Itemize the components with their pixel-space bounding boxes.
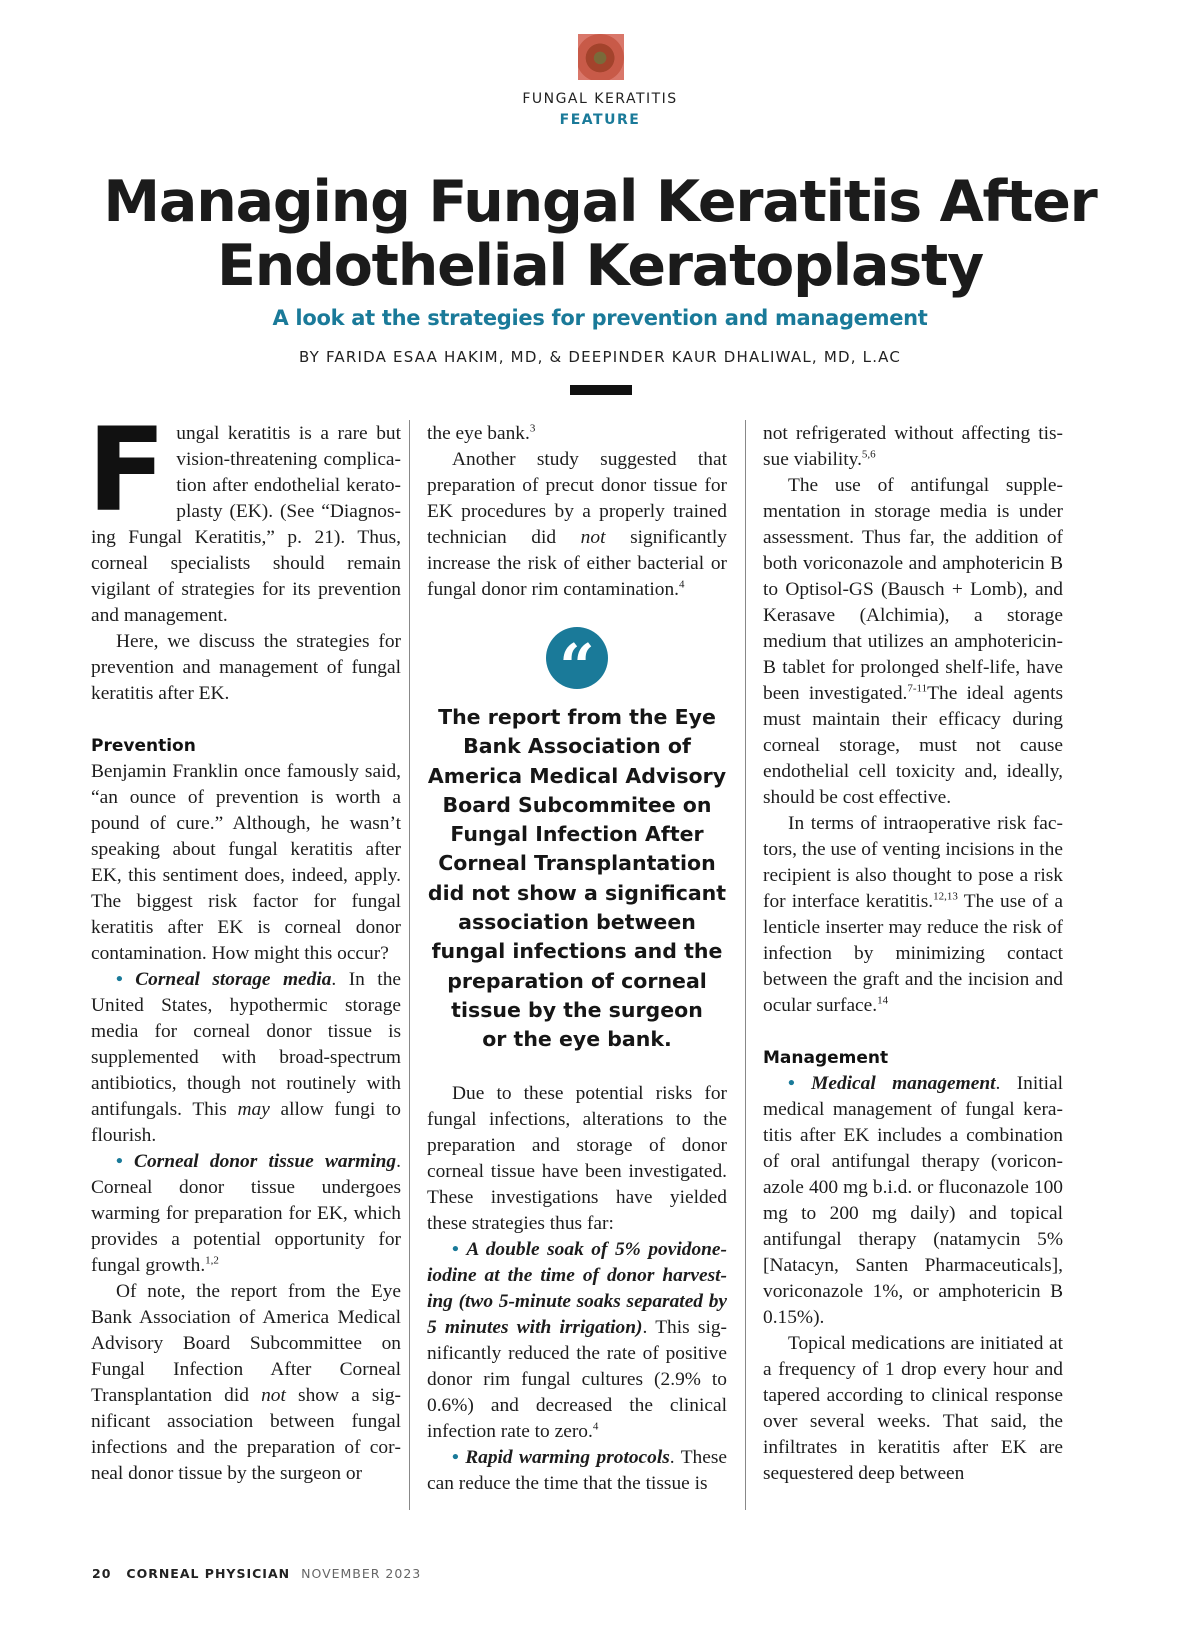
prevention-heading: Prevention	[91, 736, 196, 756]
column-2	[427, 421, 727, 1497]
page-footer	[92, 1566, 421, 1581]
byline: BY FARIDA ESAA HAKIM, MD, & DEEPINDER KAUR DHALIWAL, MD, L.AC	[298, 348, 902, 366]
bullet-icon: •	[788, 1073, 795, 1094]
column-1	[87, 403, 401, 1487]
column-divider-2	[745, 420, 746, 1510]
bullet-icon: •	[452, 1238, 459, 1260]
paragraph: Of note, the report from the Eye Bank Association of America Medical Advisory Board Subcommittee on Fungal Infection After Corneal Transplantation did not show a significant association between fungal infections and the preparation of corneal donor tissue by the surgeon or	[91, 1281, 401, 1484]
paragraph: Due to these potential risks for fungal infections, alterations to the preparation and storage of donor corneal tissue have been investigated. These investigations have yielded these strategies thus far:	[427, 1082, 727, 1234]
column-divider-1	[409, 420, 410, 1510]
paragraph: the eye bank.$^3$	[427, 422, 536, 444]
title-divider	[570, 385, 632, 395]
bullet-icon: •	[452, 1446, 459, 1468]
article-subtitle: A look at the strategies for prevention and management	[272, 306, 928, 330]
management-heading: Management	[763, 1048, 889, 1068]
bullet-item: • Corneal storage media. In the United States, hypothermic storage media for corneal donor tissue is supplemented with broad-spectrum antibiotics, though not routinely with antifungals. This may allow fungi to flourish.	[91, 969, 401, 1146]
bullet-item: • Rapid warming protocols. These can reduce the time that the tissue is	[427, 1446, 727, 1494]
issue-date: NOVEMBER 2023	[301, 1566, 422, 1581]
bullet-item: • A double soak of 5% povidone-iodine at the time of donor harvesting (two 5-minute soaks separated by 5 minutes with irrigation). This significantly reduced the rate of positive donor rim fungal cultures (2.9% to 0.6%) and decreased the clinical infection rate to zero.$^4$	[427, 1238, 727, 1442]
magazine-name: CORNEAL PHYSICIAN	[126, 1566, 291, 1581]
paragraph: In terms of intraoperative risk factors, the use of venting incisions in the recipient is also thought to pose a risk for interface keratitis.$^{12,13}$ The use of a lenticle inserter may reduce the risk of infection by minimizing contact between the graft and the incision and ocular surface.$^{14}$	[763, 813, 1064, 1016]
column-3	[763, 421, 1063, 1487]
title-line-2: Endothelial Keratoplasty	[216, 233, 984, 299]
section-label: FUNGAL KERATITIS	[522, 91, 678, 107]
bullet-item: • Medical management. Initial medical management of fungal keratitis after EK includes a combination of oral antifungal therapy (voriconazole 400 mg b.i.d. or fluconazole 100 mg to 200 mg daily) and topical antifungal therapy (natamycin 5% [Natacyn, Santen Pharmaceuticals], voriconazole 1%, or amphotericin B 0.15%).	[763, 1073, 1063, 1328]
page-number: 20	[92, 1566, 112, 1581]
eye-photo-thumbnail	[578, 34, 624, 80]
dropcap: F	[87, 403, 167, 538]
quote-icon: “	[546, 627, 608, 689]
paragraph: not refrigerated without affecting tissue viability.$^{5,6}$	[763, 423, 1063, 470]
bullet-item: • Corneal donor tissue warming. Corneal donor tissue undergoes warming for preparation for EK, which provides a potential opportunity for fungal growth.$^{1,2}$	[91, 1151, 401, 1276]
paragraph: Topical medications are initiated at a frequency of 1 drop every hour and tapered according to clinical response over several weeks. That said, the infiltrates in keratitis after EK are sequestered deep between	[763, 1333, 1063, 1484]
bullet-icon: •	[116, 969, 123, 990]
paragraph: Here, we discuss the strategies for prevention and management of fungal keratitis after EK.	[91, 631, 401, 704]
pull-quote: The report from the Eye Bank Association of America Medical Advisory Board Subcommitee on Fungal Infection After Corneal Transplantation did not show a significant association between fungal infections and the preparation of corneal tissue by the surgeon or the eye bank.	[427, 705, 727, 1052]
title-line-1: Managing Fungal Keratitis After	[103, 169, 1097, 235]
paragraph: The use of antifungal supplementation in storage media is under assessment. Thus far, the addition of both voriconazole and amphotericin B to Optisol-GS (Bausch + Lomb), and Kerasave (Alchimia), a storage medium that utilizes an amphotericin-B tablet for prolonged shelf-life, have been investigated.$^{7-11}$The ideal agents must maintain their efficacy during corneal storage, must not cause endothelial cell toxicity and, ideally, should be cost effective.	[763, 475, 1063, 808]
paragraph: Benjamin Franklin once famously said, “an ounce of prevention is worth a pound of cure.” Although, he wasn’t speaking about fungal keratitis after EK, this sentiment does, indeed, apply. The biggest risk factor for fungal keratitis after EK is corneal donor contamination. How might this occur?	[91, 761, 401, 964]
bullet-icon: •	[116, 1151, 123, 1172]
paragraph: Another study suggested that preparation of precut donor tissue for EK procedures by a properly trained technician did not significantly increase the risk of either bacterial or fungal donor rim contamination.$^4$	[427, 449, 727, 600]
article-title	[80, 170, 1120, 298]
intro-paragraph: Fungal keratitis is a rare but vision-threatening complication after endothelial keratoplasty (EK). (See “Diagnosing Fungal Keratitis,” p. 21). Thus, corneal specialists should remain vigilant of strategies for its prevention and management.	[87, 403, 401, 626]
feature-label: FEATURE	[559, 112, 641, 128]
